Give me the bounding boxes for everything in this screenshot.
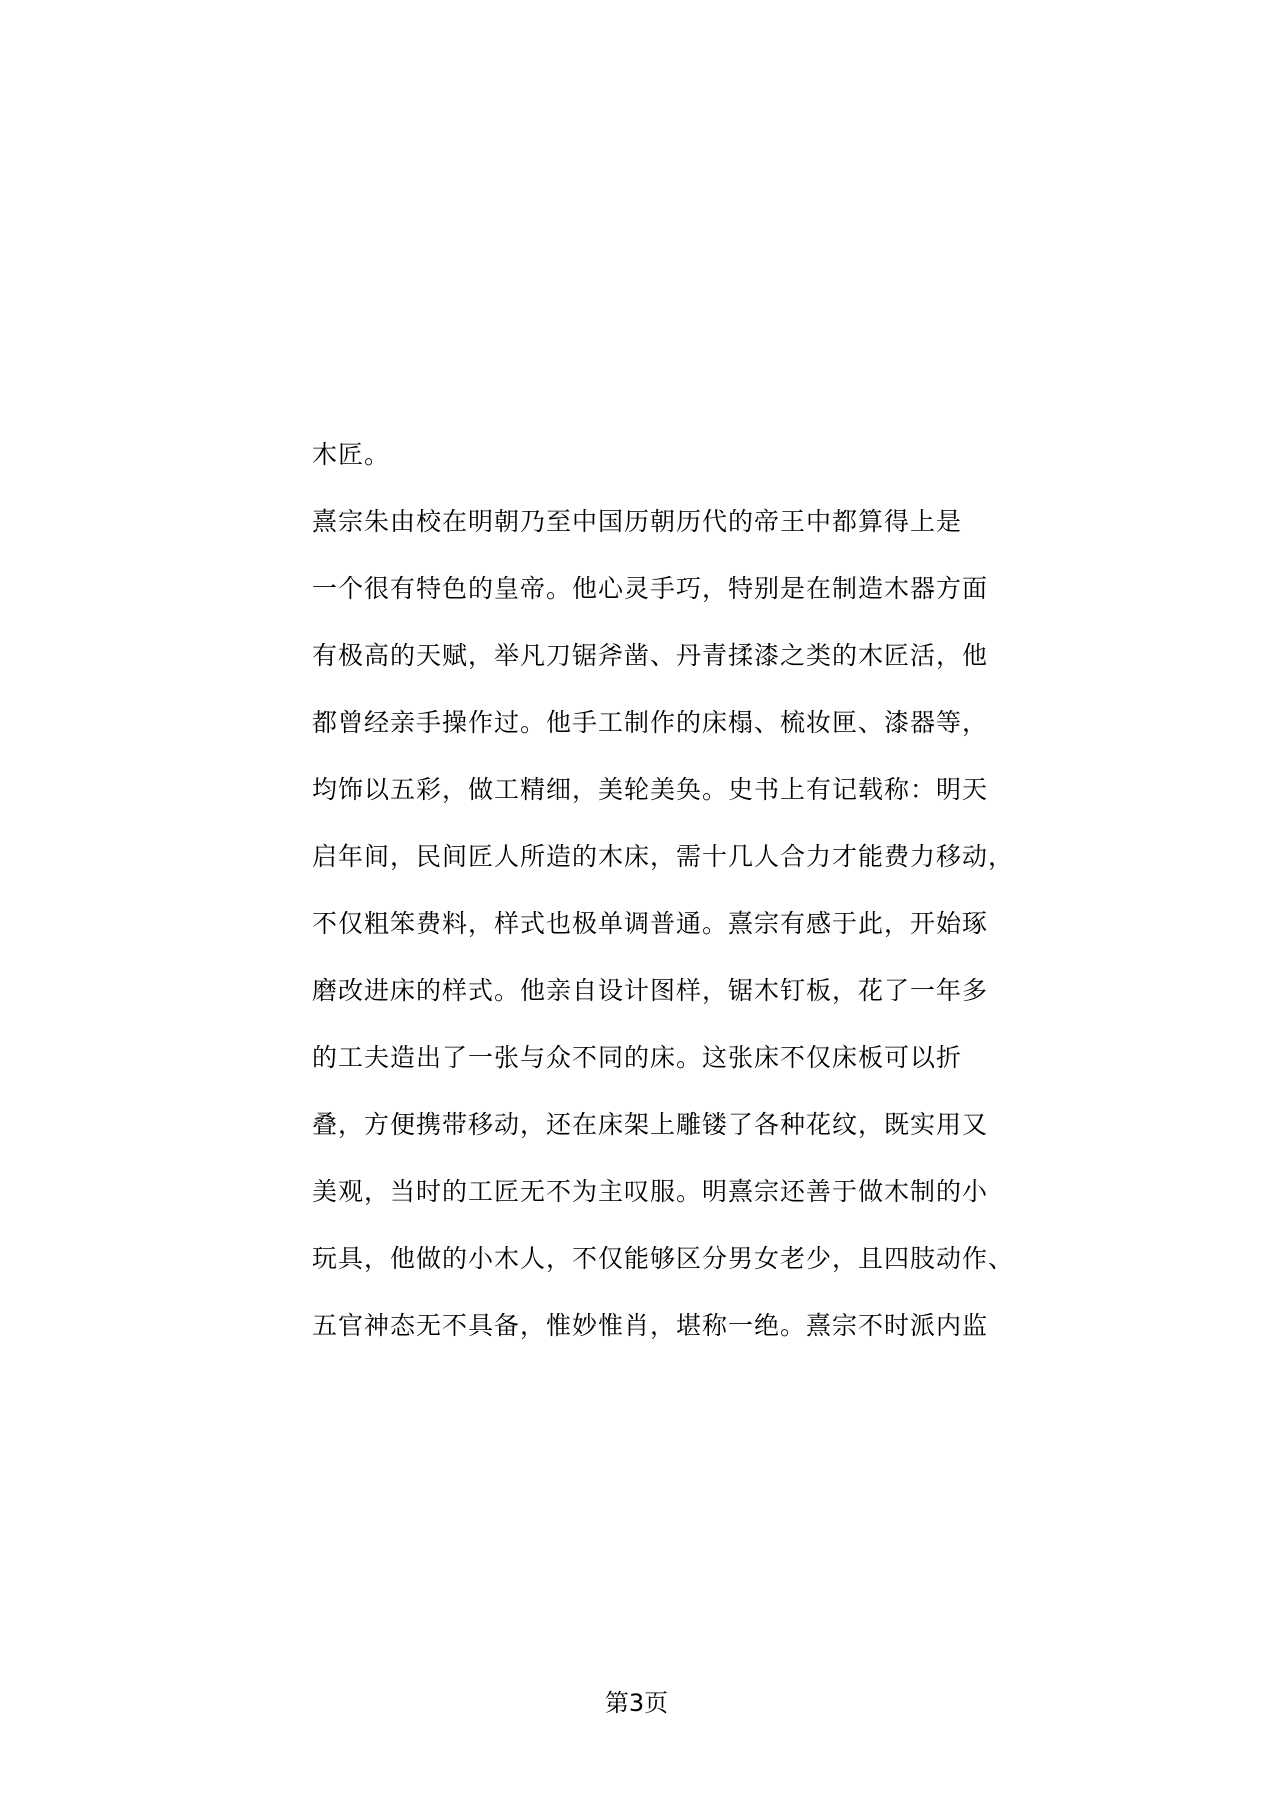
text-line-2: 熹宗朱由校在明朝乃至中国历朝历代的帝王中都算得上是 (312, 507, 963, 536)
text-line-7: 启年间，民间匠人所造的木床，需十几人合力才能费力移动， (312, 842, 1015, 871)
text-line-6: 均饰以五彩，做工精细，美轮美奂。史书上有记载称：明天 (312, 775, 989, 804)
body-text (312, 430, 1015, 1368)
text-line-11: 叠，方便携带移动，还在床架上雕镂了各种花纹，既实用又 (312, 1110, 989, 1139)
text-line-4: 有极高的天赋，举凡刀锯斧凿、丹青揉漆之类的木匠活，他 (312, 641, 989, 670)
text-line-1: 木匠。 (312, 440, 391, 469)
text-line-12: 美观，当时的工匠无不为主叹服。明熹宗还善于做木制的小 (312, 1177, 989, 1206)
text-line-14: 五官神态无不具备，惟妙惟肖，堪称一绝。熹宗不时派内监 (312, 1311, 989, 1340)
text-line-9: 磨改进床的样式。他亲自设计图样，锯木钉板，花了一年多 (312, 976, 989, 1005)
page-number: 第3页 (604, 1689, 669, 1717)
text-line-5: 都曾经亲手操作过。他手工制作的床榻、梳妆匣、漆器等， (312, 708, 989, 737)
text-line-13: 玩具，他做的小木人，不仅能够区分男女老少，且四肢动作、 (312, 1244, 1015, 1273)
text-line-8: 不仅粗笨费料，样式也极单调普通。熹宗有感于此，开始琢 (312, 909, 989, 938)
text-line-3: 一个很有特色的皇帝。他心灵手巧，特别是在制造木器方面 (312, 574, 989, 603)
text-line-10: 的工夫造出了一张与众不同的床。这张床不仅床板可以折 (312, 1043, 963, 1072)
